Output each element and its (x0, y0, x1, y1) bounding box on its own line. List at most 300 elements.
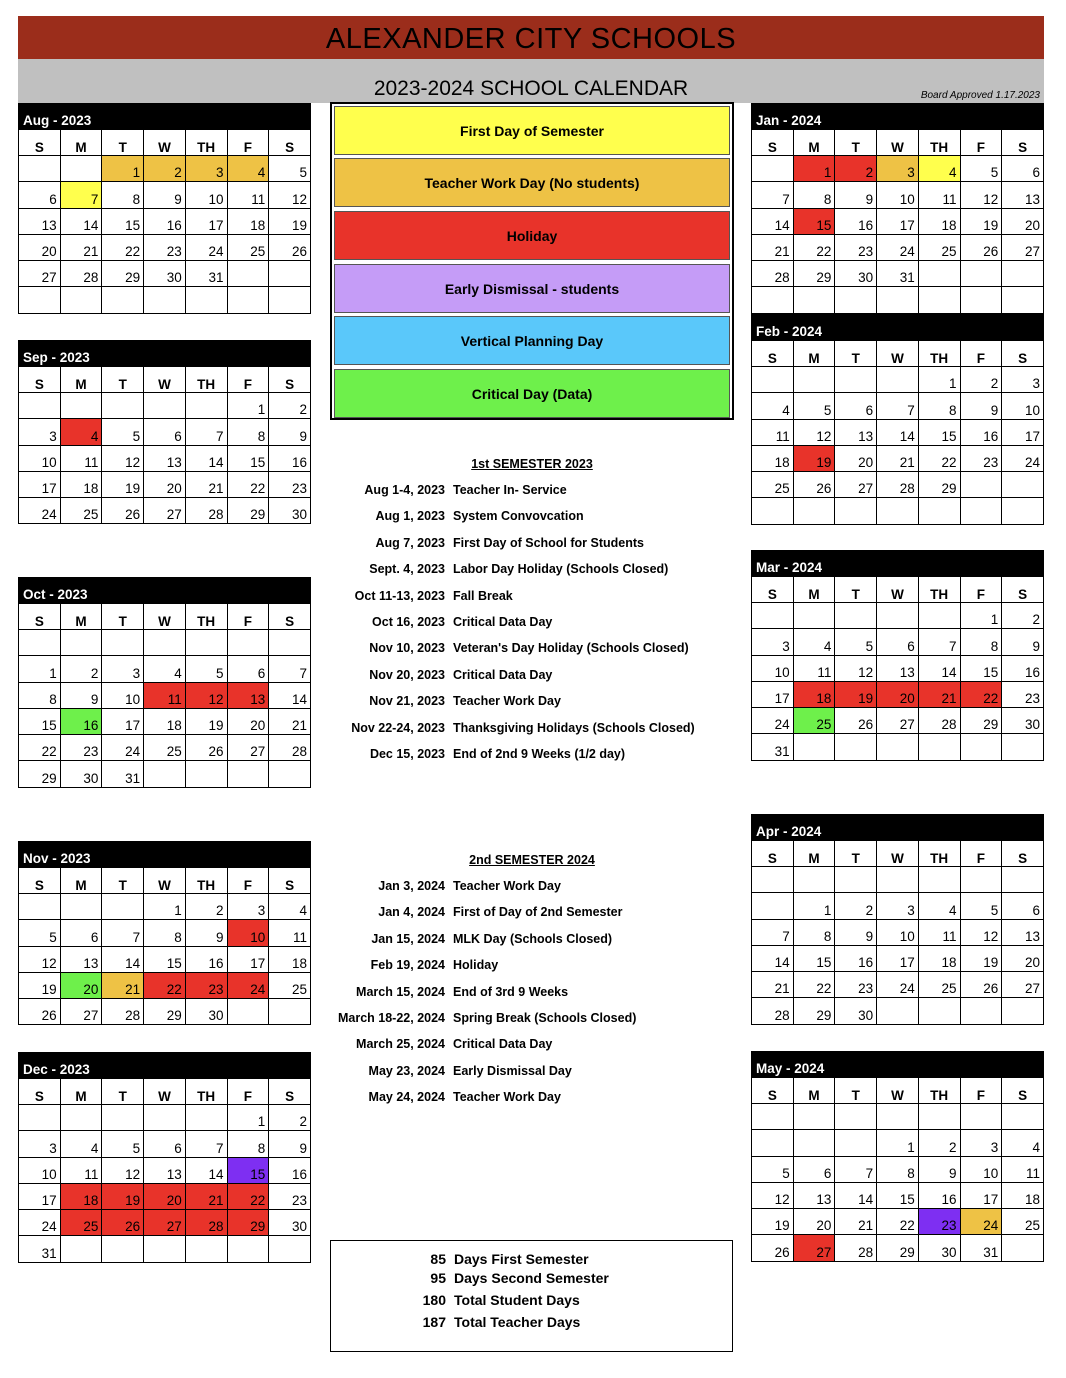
day-cell: 28 (102, 999, 144, 1025)
day-cell: 3 (19, 1131, 61, 1157)
calendar-subtitle-bar (18, 59, 1044, 103)
day-cell: 2 (835, 893, 877, 919)
day-cell: 29 (102, 261, 144, 287)
day-cell: 20 (793, 1209, 835, 1235)
day-cell: 23 (835, 234, 877, 260)
school-title: ALEXANDER CITY SCHOOLS (325, 23, 737, 55)
day-cell: 22 (918, 445, 960, 471)
day-cell: 23 (918, 1209, 960, 1235)
day-cell: 4 (793, 629, 835, 655)
weekday-label: T (835, 341, 877, 367)
day-cell: 4 (269, 894, 311, 920)
month-calendar (18, 841, 311, 1025)
weekday-label: TH (918, 341, 960, 367)
day-cell: 28 (185, 498, 227, 524)
day-cell: 9 (60, 682, 102, 708)
day-cell: 22 (144, 972, 186, 998)
day-cell (960, 472, 1002, 498)
day-cell: 18 (269, 946, 311, 972)
calendar-subtitle: 2023-2024 SCHOOL CALENDAR (373, 77, 689, 100)
event-date: Dec 15, 2023 (369, 747, 445, 761)
day-cell: 1 (19, 656, 61, 682)
weekday-label: F (960, 341, 1002, 367)
day-cell: 26 (960, 972, 1002, 998)
day-cell (1002, 734, 1044, 760)
day-cell: 28 (60, 261, 102, 287)
day-cell: 31 (185, 261, 227, 287)
day-cell: 27 (835, 472, 877, 498)
day-cell: 17 (185, 208, 227, 234)
week-row (752, 919, 1044, 945)
day-cell (1002, 867, 1044, 893)
day-cell: 11 (227, 182, 269, 208)
total-row (331, 1270, 734, 1290)
event-description: Teacher Work Day (453, 1090, 561, 1105)
day-cell: 25 (793, 708, 835, 734)
month-calendar (751, 1051, 1044, 1262)
day-cell: 27 (793, 1235, 835, 1261)
day-cell: 23 (185, 972, 227, 998)
day-cell: 24 (877, 972, 919, 998)
day-cell (19, 1105, 61, 1131)
week-row (19, 445, 311, 471)
day-cell: 7 (185, 419, 227, 445)
day-cell: 3 (877, 893, 919, 919)
weekday-label: T (102, 1079, 144, 1105)
day-cell: 2 (144, 156, 186, 182)
calendar-event (330, 958, 750, 978)
event-date: March 25, 2024 (356, 1037, 445, 1052)
day-cell: 16 (918, 1182, 960, 1208)
month-calendar (18, 1052, 311, 1263)
month-grid (751, 129, 1044, 314)
day-cell: 28 (918, 708, 960, 734)
weekday-label: S (1002, 130, 1044, 156)
weekday-label: TH (918, 841, 960, 867)
day-cell: 17 (960, 1182, 1002, 1208)
day-cell: 22 (960, 681, 1002, 707)
week-row (752, 156, 1044, 182)
day-cell: 4 (227, 156, 269, 182)
event-description: First Day of School for Students (453, 535, 644, 550)
day-cell: 6 (144, 419, 186, 445)
day-cell: 15 (877, 1182, 919, 1208)
calendar-event (330, 879, 750, 899)
day-cell: 10 (877, 182, 919, 208)
day-cell: 3 (102, 656, 144, 682)
day-cell: 3 (19, 419, 61, 445)
day-cell (752, 1130, 794, 1156)
week-row (752, 1104, 1044, 1130)
day-cell (835, 603, 877, 629)
weekday-label: TH (185, 130, 227, 156)
day-cell: 2 (1002, 603, 1044, 629)
weekday-label: T (835, 841, 877, 867)
day-cell (227, 999, 269, 1025)
week-row (19, 630, 311, 656)
day-cell: 2 (960, 367, 1002, 393)
week-row (752, 629, 1044, 655)
month-title: Feb - 2024 (751, 314, 1044, 340)
day-cell (918, 498, 960, 524)
day-cell: 26 (752, 1235, 794, 1261)
day-cell (793, 287, 835, 313)
day-cell (19, 156, 61, 182)
day-cell (918, 603, 960, 629)
total-row (331, 1314, 734, 1334)
day-cell: 2 (918, 1130, 960, 1156)
day-cell (60, 287, 102, 313)
day-cell (60, 1236, 102, 1262)
day-cell: 29 (19, 761, 61, 787)
calendar-event (330, 985, 750, 1005)
day-cell: 7 (269, 656, 311, 682)
day-cell: 11 (918, 919, 960, 945)
week-row (752, 445, 1044, 471)
day-cell: 22 (793, 234, 835, 260)
day-cell: 8 (960, 629, 1002, 655)
day-cell: 6 (19, 182, 61, 208)
calendar-event (330, 1011, 750, 1031)
day-cell (793, 734, 835, 760)
day-cell: 21 (185, 471, 227, 497)
weekday-label: W (144, 130, 186, 156)
day-cell: 16 (144, 208, 186, 234)
day-cell: 24 (185, 234, 227, 260)
day-cell (144, 630, 186, 656)
event-date: Nov 10, 2023 (369, 641, 445, 656)
day-cell: 29 (960, 708, 1002, 734)
day-cell: 8 (918, 393, 960, 419)
day-cell: 11 (60, 445, 102, 471)
day-cell: 26 (19, 999, 61, 1025)
day-cell: 28 (877, 472, 919, 498)
day-cell: 17 (102, 708, 144, 734)
day-cell: 6 (227, 656, 269, 682)
day-cell (877, 734, 919, 760)
day-cell (793, 367, 835, 393)
day-cell: 30 (269, 498, 311, 524)
day-cell: 31 (102, 761, 144, 787)
day-cell: 19 (185, 708, 227, 734)
day-cell: 21 (835, 1209, 877, 1235)
week-row (752, 261, 1044, 287)
event-date: Oct 11-13, 2023 (354, 588, 445, 603)
day-cell: 19 (102, 471, 144, 497)
day-cell: 10 (960, 1156, 1002, 1182)
week-row (752, 367, 1044, 393)
weekday-label: S (269, 1079, 311, 1105)
day-cell: 19 (835, 681, 877, 707)
week-row (19, 999, 311, 1025)
day-cell: 15 (793, 945, 835, 971)
day-cell: 15 (144, 946, 186, 972)
week-row (752, 655, 1044, 681)
weekday-label: S (269, 367, 311, 393)
event-description: Fall Break (453, 588, 513, 603)
total-number: 95 (430, 1270, 446, 1286)
day-cell (269, 261, 311, 287)
month-title: Jan - 2024 (751, 103, 1044, 129)
weekday-header-row (752, 1078, 1044, 1104)
day-cell: 25 (60, 498, 102, 524)
day-cell: 27 (19, 261, 61, 287)
day-cell (185, 1236, 227, 1262)
legend-vertical-planning: Vertical Planning Day (334, 316, 730, 365)
day-cell: 15 (19, 708, 61, 734)
day-cell: 9 (918, 1156, 960, 1182)
weekday-label: T (835, 130, 877, 156)
day-cell: 20 (144, 1183, 186, 1209)
color-legend (330, 102, 734, 420)
day-cell: 10 (19, 1157, 61, 1183)
day-cell: 14 (835, 1182, 877, 1208)
day-cell: 12 (102, 1157, 144, 1183)
month-calendar (18, 577, 311, 788)
day-cell: 3 (185, 156, 227, 182)
day-cell: 19 (960, 208, 1002, 234)
weekday-label: S (19, 130, 61, 156)
day-cell: 1 (102, 156, 144, 182)
day-cell: 14 (877, 419, 919, 445)
day-cell: 3 (752, 629, 794, 655)
weekday-label: F (960, 130, 1002, 156)
day-cell: 1 (793, 893, 835, 919)
week-row (19, 920, 311, 946)
day-cell: 18 (1002, 1182, 1044, 1208)
day-cell: 25 (918, 234, 960, 260)
day-cell: 24 (752, 708, 794, 734)
event-description: Critical Data Day (453, 1037, 553, 1052)
day-cell: 22 (227, 1183, 269, 1209)
week-row (19, 946, 311, 972)
day-cell (960, 998, 1002, 1024)
day-cell: 28 (269, 735, 311, 761)
day-cell (1002, 1235, 1044, 1261)
day-cell (227, 287, 269, 313)
day-cell (752, 603, 794, 629)
day-cell: 30 (1002, 708, 1044, 734)
day-cell: 14 (752, 208, 794, 234)
day-cell: 24 (1002, 445, 1044, 471)
month-grid (18, 1078, 311, 1263)
day-cell: 28 (185, 1210, 227, 1236)
day-cell: 27 (60, 999, 102, 1025)
semester2-title: 2nd SEMESTER 2024 (469, 853, 595, 867)
week-row (752, 681, 1044, 707)
calendar-event (330, 668, 750, 688)
week-row (19, 156, 311, 182)
weekday-label: M (60, 604, 102, 630)
day-cell (102, 1236, 144, 1262)
day-cell: 15 (793, 208, 835, 234)
day-cell: 5 (752, 1156, 794, 1182)
event-date: Jan 3, 2024 (378, 879, 445, 893)
day-cell: 21 (102, 972, 144, 998)
weekday-label: M (60, 1079, 102, 1105)
day-cell: 1 (877, 1130, 919, 1156)
day-cell: 22 (227, 471, 269, 497)
day-cell: 28 (752, 261, 794, 287)
day-cell: 10 (877, 919, 919, 945)
week-row (752, 1209, 1044, 1235)
weekday-header-row (19, 130, 311, 156)
day-cell: 29 (227, 1210, 269, 1236)
school-title-bar (18, 16, 1044, 59)
day-cell (19, 393, 61, 419)
calendar-event (330, 589, 750, 609)
total-number: 180 (422, 1292, 446, 1308)
legend-critical-day: Critical Day (Data) (334, 369, 730, 418)
day-cell: 13 (1002, 182, 1044, 208)
day-cell: 17 (877, 208, 919, 234)
day-cell (269, 761, 311, 787)
day-cell: 9 (269, 419, 311, 445)
month-calendar (751, 550, 1044, 761)
weekday-label: F (227, 130, 269, 156)
day-cell: 17 (752, 681, 794, 707)
day-cell: 22 (102, 234, 144, 260)
event-date: Jan 4, 2024 (378, 905, 445, 920)
day-cell: 27 (144, 1210, 186, 1236)
day-cell: 16 (1002, 655, 1044, 681)
day-cell: 20 (1002, 208, 1044, 234)
day-cell: 21 (269, 708, 311, 734)
day-cell: 7 (752, 182, 794, 208)
day-cell (185, 1105, 227, 1131)
weekday-label: S (752, 1078, 794, 1104)
week-row (19, 261, 311, 287)
day-cell (144, 287, 186, 313)
day-cell: 16 (185, 946, 227, 972)
month-grid (18, 129, 311, 314)
day-cell: 5 (19, 920, 61, 946)
day-cell: 6 (144, 1131, 186, 1157)
event-description: Thanksgiving Holidays (Schools Closed) (453, 720, 695, 735)
day-cell: 8 (227, 1131, 269, 1157)
weekday-label: F (960, 577, 1002, 603)
day-cell (877, 287, 919, 313)
day-cell (269, 1236, 311, 1262)
week-row (752, 393, 1044, 419)
day-cell (877, 498, 919, 524)
day-cell: 4 (1002, 1130, 1044, 1156)
week-row (752, 893, 1044, 919)
day-cell: 7 (185, 1131, 227, 1157)
day-cell: 10 (102, 682, 144, 708)
week-row (752, 603, 1044, 629)
day-cell: 14 (269, 682, 311, 708)
day-cell (144, 761, 186, 787)
day-cell (835, 1104, 877, 1130)
calendar-event (330, 615, 750, 635)
day-cell: 9 (835, 182, 877, 208)
weekday-label: TH (918, 577, 960, 603)
weekday-label: TH (918, 1078, 960, 1104)
weekday-label: S (752, 841, 794, 867)
day-cell (752, 156, 794, 182)
day-cell: 7 (102, 920, 144, 946)
event-date: Nov 20, 2023 (369, 667, 445, 682)
total-number: 85 (430, 1251, 446, 1267)
day-cell: 29 (877, 1235, 919, 1261)
day-cell: 9 (144, 182, 186, 208)
month-title: Sep - 2023 (18, 340, 311, 366)
day-cell: 16 (835, 945, 877, 971)
weekday-label: M (60, 130, 102, 156)
day-cell: 7 (877, 393, 919, 419)
day-cell: 27 (1002, 234, 1044, 260)
day-cell: 25 (269, 972, 311, 998)
day-cell: 10 (185, 182, 227, 208)
day-cell (918, 998, 960, 1024)
day-cell (793, 498, 835, 524)
day-cell: 1 (793, 156, 835, 182)
day-cell: 5 (185, 656, 227, 682)
day-cell (185, 393, 227, 419)
total-label: Total Teacher Days (454, 1314, 581, 1330)
total-row (331, 1251, 734, 1271)
weekday-label: W (877, 341, 919, 367)
event-date: Oct 16, 2023 (372, 615, 445, 629)
event-date: March 18-22, 2024 (337, 1011, 445, 1025)
weekday-label: F (960, 841, 1002, 867)
week-row (752, 208, 1044, 234)
weekday-label: W (877, 130, 919, 156)
day-cell: 11 (60, 1157, 102, 1183)
month-calendar (751, 814, 1044, 1025)
day-cell: 14 (918, 655, 960, 681)
day-cell (227, 261, 269, 287)
day-cell: 12 (752, 1182, 794, 1208)
day-cell: 18 (60, 471, 102, 497)
day-cell: 31 (752, 734, 794, 760)
day-cell: 26 (269, 234, 311, 260)
day-cell: 26 (835, 708, 877, 734)
event-date: Nov 21, 2023 (369, 694, 445, 709)
day-cell (227, 761, 269, 787)
day-cell: 3 (227, 894, 269, 920)
day-cell: 20 (144, 471, 186, 497)
day-cell: 12 (185, 682, 227, 708)
day-cell: 11 (793, 655, 835, 681)
day-cell (835, 498, 877, 524)
day-cell: 24 (102, 735, 144, 761)
week-row (19, 708, 311, 734)
weekday-label: TH (185, 604, 227, 630)
day-cell (269, 630, 311, 656)
legend-early-dismissal: Early Dismissal - students (334, 264, 730, 313)
weekday-header-row (752, 577, 1044, 603)
week-row (19, 682, 311, 708)
day-cell: 12 (102, 445, 144, 471)
day-cell: 9 (960, 393, 1002, 419)
weekday-label: F (227, 1079, 269, 1105)
day-cell (185, 630, 227, 656)
day-cell: 15 (918, 419, 960, 445)
weekday-label: M (60, 367, 102, 393)
month-title: Mar - 2024 (751, 550, 1044, 576)
week-row (752, 945, 1044, 971)
day-cell: 5 (269, 156, 311, 182)
legend-teacher-work-day: Teacher Work Day (No students) (334, 158, 730, 207)
total-label: Total Student Days (454, 1292, 580, 1308)
day-cell: 30 (269, 1210, 311, 1236)
day-cell: 21 (877, 445, 919, 471)
weekday-label: M (60, 868, 102, 894)
calendar-event (330, 932, 750, 952)
week-row (19, 894, 311, 920)
